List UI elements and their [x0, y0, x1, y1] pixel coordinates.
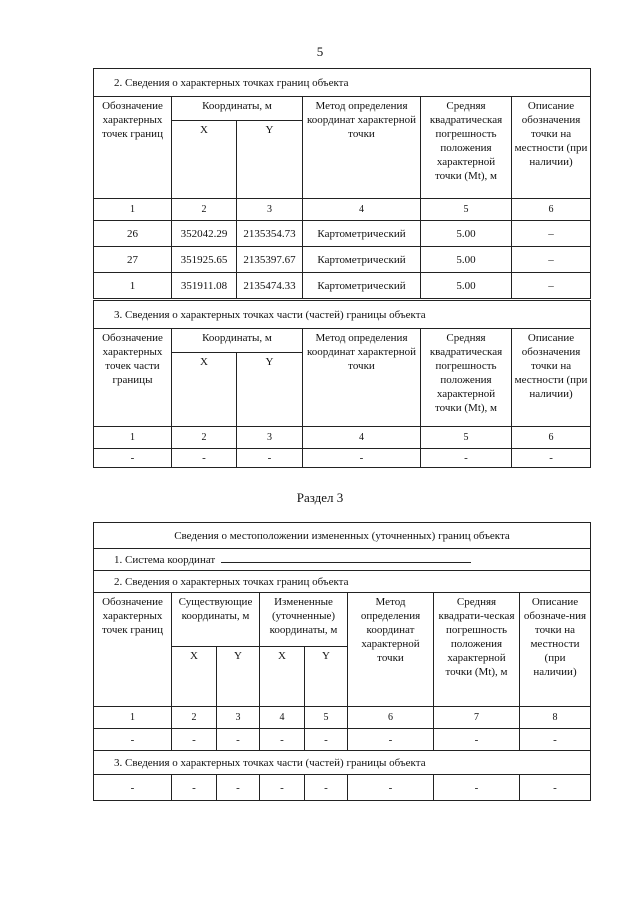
changed-boundaries-table	[93, 522, 591, 801]
point-y: 2135397.67	[237, 247, 303, 273]
subtitle-points: 2. Сведения о характерных точках границ объекта	[94, 571, 591, 593]
header-y: Y	[217, 647, 260, 707]
header-x: X	[172, 121, 237, 199]
part-points-table	[93, 300, 591, 468]
coordinate-system-label: 1. Система координат	[114, 554, 216, 566]
empty-cell: -	[172, 729, 217, 751]
table-row	[94, 221, 591, 247]
header-description: Описание обозначения точки на местности (при наличии)	[512, 329, 591, 427]
header-method: Метод определения координат характерной точки	[348, 593, 434, 707]
empty-cell: -	[260, 775, 305, 801]
column-number: 4	[303, 199, 421, 221]
point-error: 5.00	[421, 221, 512, 247]
header-existing-coordinates: Существующие координаты, м	[172, 593, 260, 647]
point-id: 26	[94, 221, 172, 247]
column-number: 4	[303, 427, 421, 449]
table-row	[94, 273, 591, 299]
coordinate-system-blank	[221, 552, 471, 563]
header-x: X	[172, 353, 237, 427]
column-number: 1	[94, 707, 172, 729]
header-changed-coordinates: Измененные (уточненные) координаты, м	[260, 593, 348, 647]
header-error: Средняя квадратическая погрешность положения характерной точки (Mt), м	[421, 97, 512, 199]
column-number: 1	[94, 427, 172, 449]
part-points-title: 3. Сведения о характерных точках части (частей) границы объекта	[94, 301, 591, 329]
empty-cell: -	[434, 775, 520, 801]
empty-cell: -	[303, 449, 421, 468]
header-error: Средняя квадратическая погрешность положения характерной точки (Mt), м	[421, 329, 512, 427]
header-y: Y	[305, 647, 348, 707]
empty-cell: -	[217, 775, 260, 801]
table-row	[94, 729, 591, 751]
empty-cell: -	[305, 729, 348, 751]
header-designation: Обозначение характерных точек границ	[94, 97, 172, 199]
point-id: 1	[94, 273, 172, 299]
column-number: 6	[512, 427, 591, 449]
header-description: Описание обозначе-ния точки на местности (при наличии)	[520, 593, 591, 707]
column-number: 3	[217, 707, 260, 729]
point-error: 5.00	[421, 273, 512, 299]
empty-cell: -	[237, 449, 303, 468]
column-number: 3	[237, 427, 303, 449]
point-method: Картометрический	[303, 273, 421, 299]
points-table-title: 2. Сведения о характерных точках границ объекта	[94, 69, 591, 97]
point-description: –	[512, 273, 591, 299]
empty-cell: -	[260, 729, 305, 751]
column-number: 8	[520, 707, 591, 729]
column-number: 2	[172, 427, 237, 449]
empty-cell: -	[94, 775, 172, 801]
header-y: Y	[237, 121, 303, 199]
header-description: Описание обозначения точки на местности (при наличии)	[512, 97, 591, 199]
column-number: 6	[348, 707, 434, 729]
header-method: Метод определения координат характерной точки	[303, 97, 421, 199]
point-error: 5.00	[421, 247, 512, 273]
header-error: Средняя квадрати-ческая погрешность положения характерной точки (Mt), м	[434, 593, 520, 707]
column-number: 4	[260, 707, 305, 729]
column-number: 5	[421, 199, 512, 221]
empty-cell: -	[94, 449, 172, 468]
table-row	[94, 449, 591, 468]
points-table	[93, 68, 591, 299]
point-id: 27	[94, 247, 172, 273]
header-method: Метод определения координат характерной точки	[303, 329, 421, 427]
empty-cell: -	[421, 449, 512, 468]
empty-cell: -	[217, 729, 260, 751]
empty-cell: -	[512, 449, 591, 468]
changed-boundaries-title: Сведения о местоположении измененных (уточненных) границ объекта	[94, 523, 591, 549]
page-number: 5	[316, 44, 324, 59]
column-number: 5	[421, 427, 512, 449]
column-number: 1	[94, 199, 172, 221]
header-designation: Обозначение характерных точек части границы	[94, 329, 172, 427]
column-number: 2	[172, 707, 217, 729]
empty-cell: -	[520, 775, 591, 801]
point-x: 352042.29	[172, 221, 237, 247]
empty-cell: -	[172, 775, 217, 801]
section-title: Раздел 3	[296, 490, 344, 505]
empty-cell: -	[305, 775, 348, 801]
empty-cell: -	[520, 729, 591, 751]
coordinate-system-row	[94, 549, 591, 571]
column-number: 2	[172, 199, 237, 221]
empty-cell: -	[348, 775, 434, 801]
empty-cell: -	[348, 729, 434, 751]
point-x: 351925.65	[172, 247, 237, 273]
point-y: 2135474.33	[237, 273, 303, 299]
header-x: X	[172, 647, 217, 707]
empty-cell: -	[94, 729, 172, 751]
header-coordinates: Координаты, м	[172, 97, 303, 121]
column-number: 6	[512, 199, 591, 221]
point-y: 2135354.73	[237, 221, 303, 247]
column-number: 5	[305, 707, 348, 729]
header-designation: Обозначение характерных точек границ	[94, 593, 172, 707]
header-x: X	[260, 647, 305, 707]
header-coordinates: Координаты, м	[172, 329, 303, 353]
empty-cell: -	[172, 449, 237, 468]
point-method: Картометрический	[303, 247, 421, 273]
point-description: –	[512, 221, 591, 247]
point-method: Картометрический	[303, 221, 421, 247]
table-row	[94, 247, 591, 273]
header-y: Y	[237, 353, 303, 427]
empty-cell: -	[434, 729, 520, 751]
point-x: 351911.08	[172, 273, 237, 299]
column-number: 7	[434, 707, 520, 729]
subtitle-part-points: 3. Сведения о характерных точках части (частей) границы объекта	[94, 751, 591, 775]
point-description: –	[512, 247, 591, 273]
table-row	[94, 775, 591, 801]
column-number: 3	[237, 199, 303, 221]
